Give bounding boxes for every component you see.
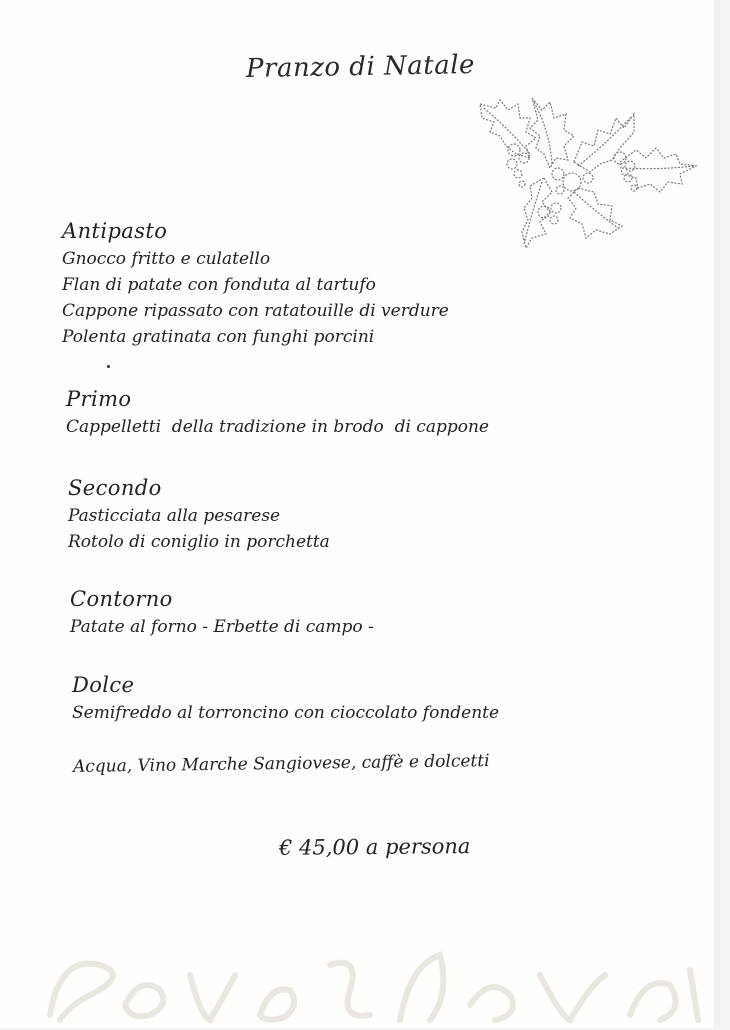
menu-item: Pasticciata alla pesarese [68, 506, 281, 526]
section-contorno [70, 584, 670, 640]
menu-item: Polenta gratinata con funghi porcini [62, 327, 375, 347]
section-primo [66, 384, 666, 440]
page-edge [714, 0, 720, 1028]
menu-item: Semifreddo al torroncino con cioccolato fondente [72, 703, 500, 723]
menu-item: Cappelletti della tradizione in brodo di cappone [66, 417, 489, 437]
section-heading: Primo [66, 387, 132, 411]
watermark-logo-icon [30, 935, 720, 1028]
menu-item: Flan di patate con fonduta al tartufo [62, 275, 376, 295]
section-heading: Dolce [72, 673, 135, 697]
section-heading: Secondo [68, 476, 162, 500]
price-label: € 45,00 a persona [278, 834, 471, 860]
menu-item: Rotolo di coniglio in porchetta [68, 532, 330, 552]
section-dolce [72, 670, 672, 726]
menu-title: Pranzo di Natale [245, 50, 476, 84]
section-secondo [68, 473, 668, 555]
section-heading: Antipasto [62, 219, 168, 243]
menu-item: Cappone ripassato con ratatouille di verdure [62, 301, 449, 321]
section-antipasto [62, 216, 662, 350]
ink-dot [107, 365, 110, 368]
menu-item: Gnocco fritto e culatello [62, 249, 271, 269]
drinks-line: Acqua, Vino Marche Sangiovese, caffè e dolcetti [72, 751, 490, 777]
section-heading: Contorno [70, 587, 173, 611]
menu-item: Patate al forno - Erbette di campo - [70, 617, 374, 637]
